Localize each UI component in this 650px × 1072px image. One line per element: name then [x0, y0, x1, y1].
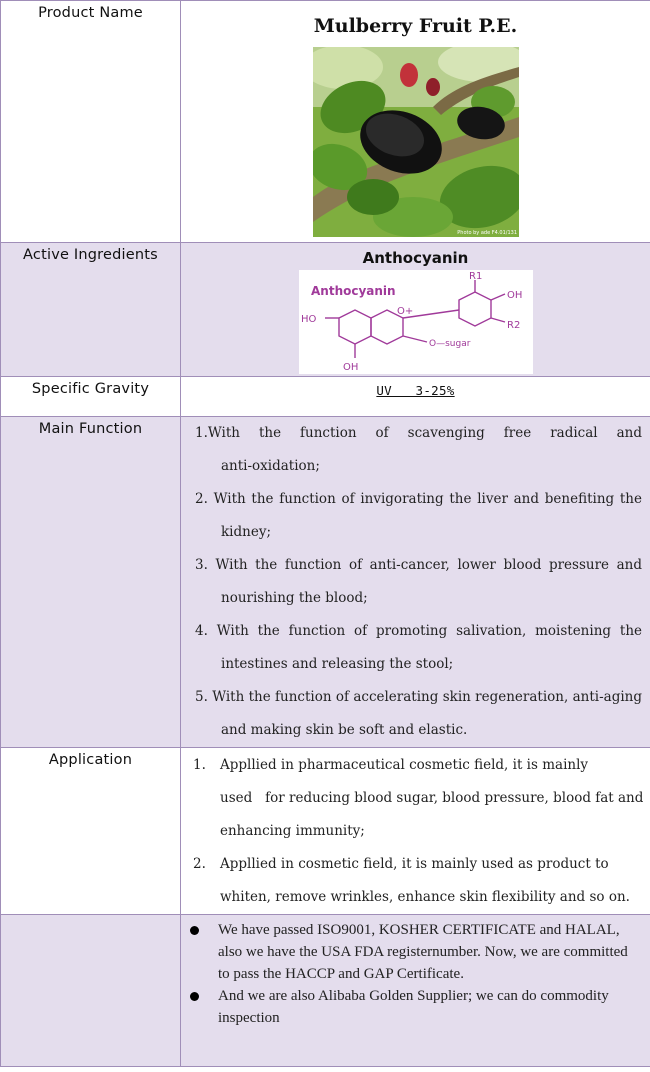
- structure-ho-left: HO: [300, 314, 316, 325]
- label-active-ingredients: Active Ingredients: [1, 243, 181, 377]
- row-main-function: [1, 417, 650, 748]
- structure-sugar: O—sugar: [428, 339, 470, 349]
- structure-r2: R2: [506, 320, 520, 331]
- row-specific-gravity: [1, 377, 650, 417]
- main-function-item: 3. With the function of anti-cancer, lower blood pressure and nourishing the blood;: [195, 557, 642, 606]
- anthocyanin-structure: [299, 270, 533, 374]
- label-specific-gravity: Specific Gravity: [1, 377, 181, 417]
- label-application: Application: [1, 748, 181, 915]
- main-function-item: 4. With the function of promoting salivation, moistening the intestines and releasing the stool;: [195, 623, 642, 672]
- structure-title: Anthocyanin: [310, 284, 396, 298]
- bullet-icon: [190, 992, 199, 1001]
- label-certification: [1, 915, 181, 1067]
- photo-credit: Photo by ade F4.01/131: [456, 230, 517, 236]
- structure-o-plus: O+: [396, 306, 413, 317]
- row-certification: [1, 915, 650, 1067]
- main-function-list: [181, 417, 650, 747]
- structure-oh-top: OH: [506, 290, 522, 301]
- application-item: 1. Appllied in pharmaceutical cosmetic field, it is mainly used for reducing blood sugar, blood pressure, blood fat and enhancing immunity;: [193, 757, 644, 839]
- row-application: [1, 748, 650, 915]
- main-function-item: 5. With the function of accelerating skin regeneration, anti-aging and making skin be soft and elastic.: [195, 689, 642, 738]
- main-function-item: 1.With the function of scavenging free radical and anti-oxidation;: [195, 425, 642, 474]
- label-main-function: Main Function: [1, 417, 181, 748]
- label-product-name: Product Name: [1, 1, 181, 243]
- structure-r1: R1: [468, 271, 482, 282]
- structure-oh-bottom: OH: [342, 362, 358, 373]
- active-ingredient-value: Anthocyanin: [362, 249, 469, 267]
- row-active-ingredients: [1, 243, 650, 377]
- certification-item: And we are also Alibaba Golden Supplier; we can do commodity inspection: [181, 985, 650, 1029]
- application-item: 2. Appllied in cosmetic field, it is mainly used as product to whiten, remove wrinkles, enhance skin flexibility and so on.: [193, 856, 630, 905]
- product-title: Mulberry Fruit P.E.: [313, 15, 518, 37]
- certification-list: [181, 915, 650, 1029]
- specific-gravity-value: UV 3-25%: [376, 383, 455, 398]
- mulberry-fruit-photo: [313, 47, 519, 237]
- certification-item: We have passed ISO9001, KOSHER CERTIFICATE and HALAL, also we have the USA FDA registernumber. Now, we are committed to pass the HACCP and GAP Certificate.: [181, 919, 650, 985]
- bullet-icon: [190, 926, 199, 935]
- row-product-name: [1, 1, 650, 243]
- main-function-item: 2. With the function of invigorating the liver and benefiting the kidney;: [195, 491, 642, 540]
